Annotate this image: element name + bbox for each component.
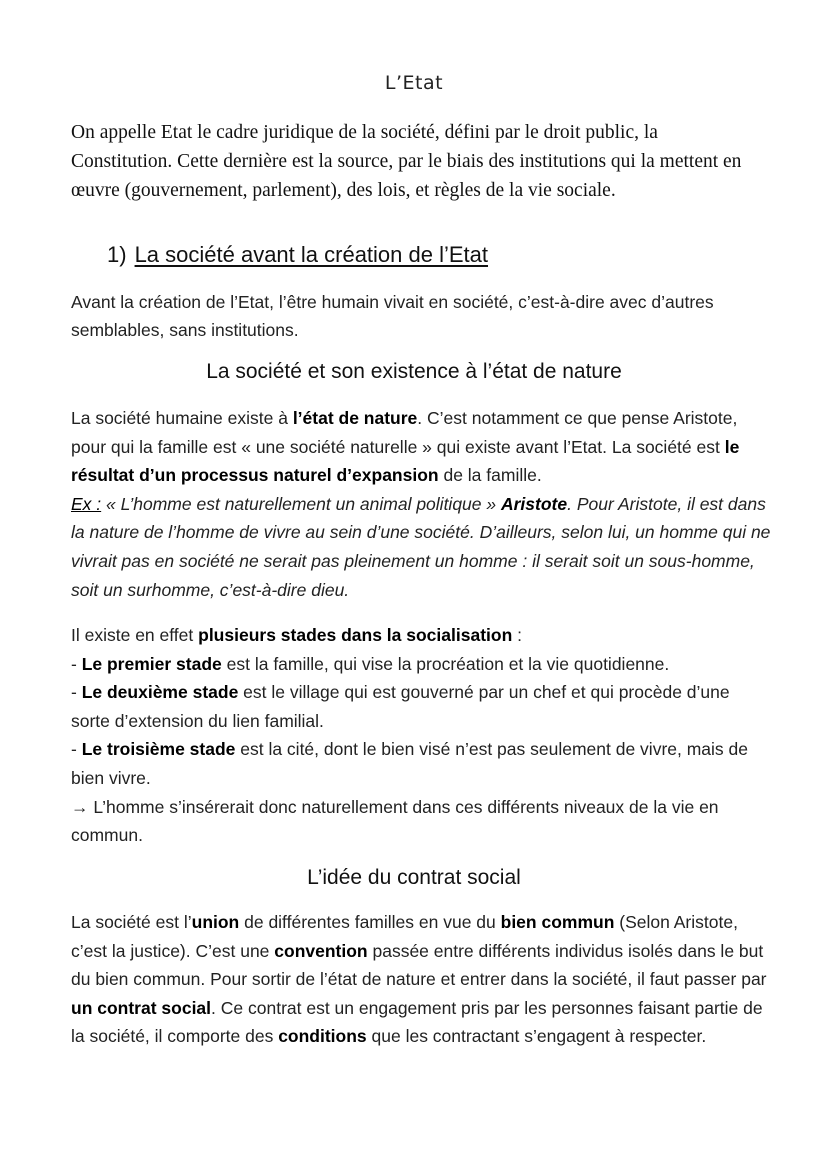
page-title: L’Etat bbox=[384, 72, 444, 94]
example-text: Ex : « L’homme est naturellement un animal politique » Aristote. Pour Aristote, il est dans la nature de l’homme de vivre au sein d’une société. D’ailleurs, selon lui, un homme qui ne vivrait pas en société ne serait pas pleinement un homme : il serait soit un sous-homme, soit un surhomme, c’est-à-dire dieu. bbox=[71, 493, 771, 600]
section-title: La société avant la création de l’Etat bbox=[134, 242, 489, 267]
stage-2: - Le deuxième stade est le village qui est gouverné par un chef et qui procède d’une sorte d’extension du lien familial. bbox=[71, 682, 730, 731]
section1-paragraph: Avant la création de l’Etat, l’être humain vivait en société, c’est-à-dire avec d’autres semblables, sans institutions. bbox=[71, 292, 714, 340]
stages-intro: Il existe en effet plusieurs stades dans la socialisation : bbox=[71, 625, 523, 645]
nature-text: La société humaine existe à l’état de nature. C’est notamment ce que pense Aristote, pour qui la famille est « une société naturelle » qui existe avant l’Etat. La société est le résultat d’un processus naturel d’expansion de la famille. bbox=[71, 408, 740, 486]
contrat-paragraph bbox=[71, 908, 771, 1051]
section-heading-1 bbox=[107, 242, 488, 268]
stages-paragraph bbox=[71, 621, 771, 850]
stage-3: - Le troisième stade est la cité, dont le bien visé n’est pas seulement de vivre, mais de bien vivre. bbox=[71, 739, 749, 788]
subheading-nature: La société et son existence à l’état de nature bbox=[206, 360, 622, 383]
section-number: 1) bbox=[107, 242, 127, 267]
stages-conclusion: → L’homme s’insérerait donc naturellement dans ces différents niveaux de la vie en commun. bbox=[71, 796, 719, 846]
nature-paragraph bbox=[71, 404, 771, 604]
stage-1: - Le premier stade est la famille, qui vise la procréation et la vie quotidienne. bbox=[71, 653, 670, 674]
author-name: Aristote bbox=[500, 493, 568, 514]
example-label: Ex : bbox=[71, 493, 102, 514]
intro-paragraph: On appelle Etat le cadre juridique de la société, défini par le droit public, la Constitution. Cette dernière est la source, par le biais des institutions qui la mettent en œuvre (gouvernement, parlement), des lois, et règles de la vie sociale. bbox=[71, 122, 742, 201]
subheading-contrat: L’idée du contrat social bbox=[307, 866, 521, 889]
contrat-text: La société est l’union de différentes familles en vue du bien commun (Selon Aristote, c’est la justice). C’est une convention passée entre différents individus isolés dans le but du bien commun. Pour sortir de l’état de nature et entrer dans la société, il faut passer par un contrat social. Ce contrat est un engagement pris par les personnes faisant partie de la société, il comporte des conditions que les contractant s’engagent à respecter. bbox=[71, 912, 767, 1047]
